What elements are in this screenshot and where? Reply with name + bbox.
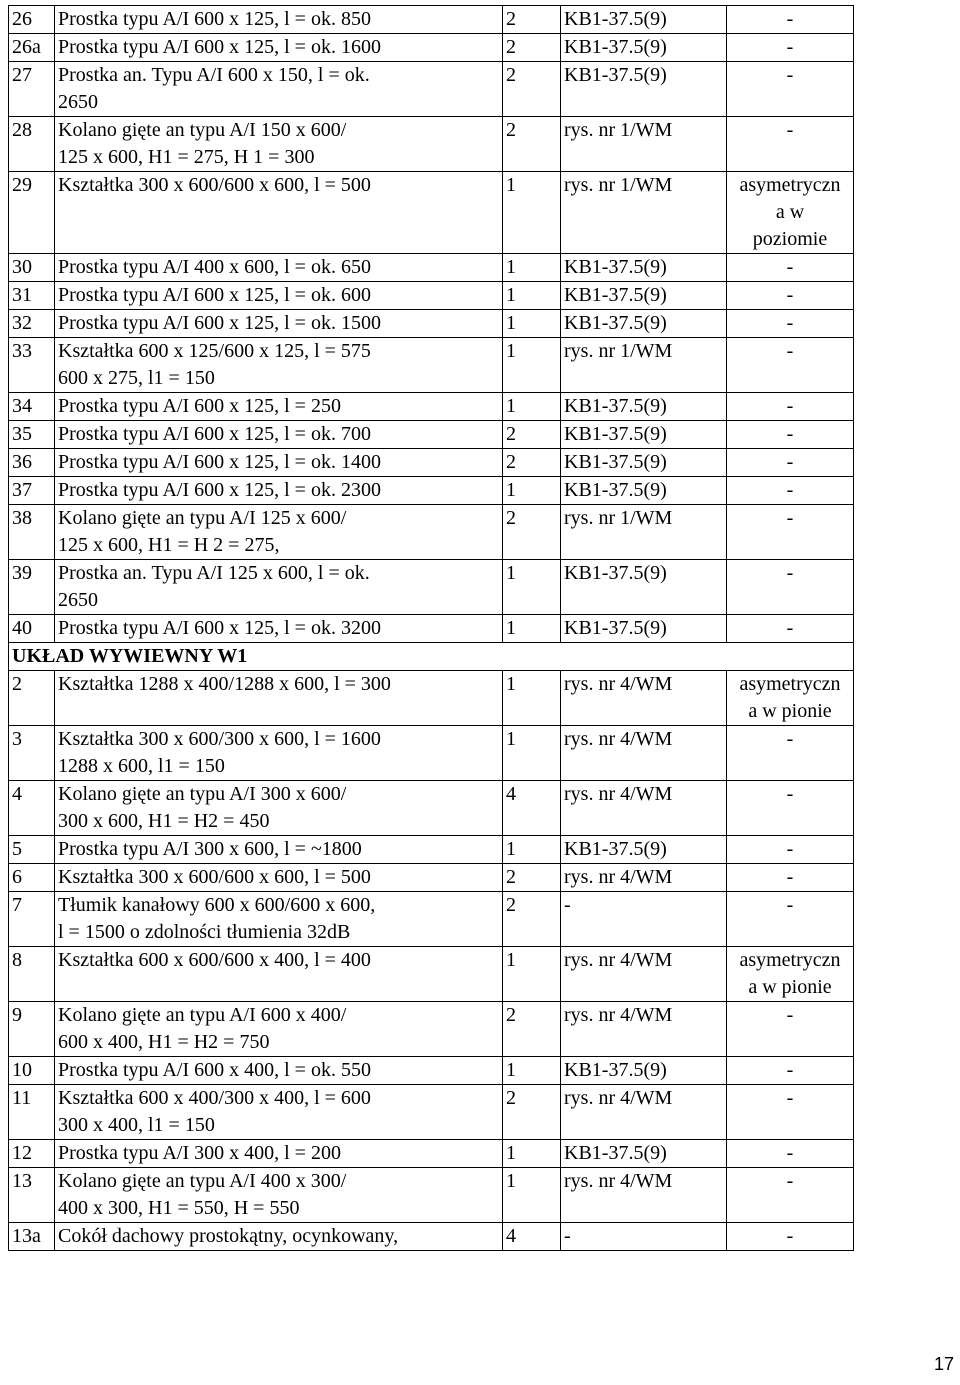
reference-cell: KB1-37.5(9)	[561, 282, 727, 310]
item-number-cell: 33	[9, 338, 55, 393]
quantity-cell: 1	[503, 836, 561, 864]
remarks-cell	[727, 62, 854, 117]
remarks-line: -	[786, 562, 794, 584]
quantity-cell: 2	[503, 6, 561, 34]
table-row	[9, 615, 854, 643]
description-line: 125 x 600, H1 = 275, H 1 = 300	[58, 146, 315, 168]
description-cell	[55, 671, 503, 726]
description-cell	[55, 310, 503, 338]
description-line: Kształtka 300 x 600/300 x 600, l = 1600	[58, 728, 381, 750]
reference-cell: rys. nr 4/WM	[561, 1085, 727, 1140]
remarks-line: -	[786, 1170, 794, 1192]
remarks-line: -	[786, 451, 794, 473]
remarks-line: -	[786, 1059, 794, 1081]
remarks-line: -	[786, 1142, 794, 1164]
item-number-cell: 35	[9, 421, 55, 449]
reference-cell: KB1-37.5(9)	[561, 1140, 727, 1168]
remarks-cell	[727, 6, 854, 34]
remarks-line: -	[786, 256, 794, 278]
description-cell	[55, 1140, 503, 1168]
description-line: Kolano gięte an typu A/I 150 x 600/	[58, 119, 347, 141]
specification-table	[8, 5, 854, 1251]
remarks-line: -	[786, 894, 794, 916]
quantity-cell: 2	[503, 62, 561, 117]
quantity-cell: 1	[503, 1057, 561, 1085]
quantity-cell: 1	[503, 172, 561, 254]
item-number-cell: 6	[9, 864, 55, 892]
table-row	[9, 449, 854, 477]
table-row	[9, 1140, 854, 1168]
remarks-line: -	[786, 1004, 794, 1026]
item-number-cell: 34	[9, 393, 55, 421]
reference-cell: KB1-37.5(9)	[561, 560, 727, 615]
reference-cell: KB1-37.5(9)	[561, 1057, 727, 1085]
description-line: Prostka typu A/I 600 x 125, l = 250	[58, 395, 341, 417]
remarks-line: -	[786, 1225, 794, 1247]
page-number: 17	[933, 1354, 954, 1374]
quantity-cell: 1	[503, 560, 561, 615]
item-number-cell: 36	[9, 449, 55, 477]
remarks-line: a w pionie	[748, 976, 832, 998]
description-cell	[55, 34, 503, 62]
item-number-cell: 39	[9, 560, 55, 615]
description-cell	[55, 1002, 503, 1057]
description-line: Kształtka 600 x 600/600 x 400, l = 400	[58, 949, 371, 971]
description-cell	[55, 892, 503, 947]
quantity-cell: 1	[503, 393, 561, 421]
remarks-cell	[727, 560, 854, 615]
reference-cell: rys. nr 1/WM	[561, 505, 727, 560]
remarks-cell	[727, 892, 854, 947]
item-number-cell: 8	[9, 947, 55, 1002]
description-cell	[55, 338, 503, 393]
description-line: Prostka typu A/I 300 x 400, l = 200	[58, 1142, 341, 1164]
description-cell	[55, 1057, 503, 1085]
remarks-cell	[727, 310, 854, 338]
item-number-cell: 4	[9, 781, 55, 836]
description-line: Prostka typu A/I 600 x 125, l = ok. 1600	[58, 36, 381, 58]
remarks-cell	[727, 781, 854, 836]
remarks-cell	[727, 117, 854, 172]
table-row	[9, 6, 854, 34]
description-cell	[55, 421, 503, 449]
description-line: Tłumik kanałowy 600 x 600/600 x 600,	[58, 894, 376, 916]
reference-cell: rys. nr 4/WM	[561, 1168, 727, 1223]
item-number-cell: 32	[9, 310, 55, 338]
table-row	[9, 726, 854, 781]
reference-cell: KB1-37.5(9)	[561, 62, 727, 117]
description-line: Kolano gięte an typu A/I 125 x 600/	[58, 507, 347, 529]
description-cell	[55, 947, 503, 1002]
description-cell	[55, 1168, 503, 1223]
description-line: Prostka typu A/I 600 x 125, l = ok. 850	[58, 8, 371, 30]
item-number-cell: 40	[9, 615, 55, 643]
remarks-cell	[727, 1057, 854, 1085]
remarks-line: -	[786, 64, 794, 86]
description-cell	[55, 1085, 503, 1140]
description-line: 1288 x 600, l1 = 150	[58, 755, 225, 777]
reference-cell: KB1-37.5(9)	[561, 477, 727, 505]
description-cell	[55, 560, 503, 615]
remarks-cell	[727, 421, 854, 449]
table-row	[9, 671, 854, 726]
quantity-cell: 2	[503, 117, 561, 172]
remarks-line: -	[786, 8, 794, 30]
description-cell	[55, 864, 503, 892]
item-number-cell: 37	[9, 477, 55, 505]
table-row	[9, 310, 854, 338]
remarks-cell	[727, 505, 854, 560]
description-line: 600 x 400, H1 = H2 = 750	[58, 1031, 270, 1053]
description-line: Kształtka 300 x 600/600 x 600, l = 500	[58, 866, 371, 888]
description-line: Kolano gięte an typu A/I 600 x 400/	[58, 1004, 347, 1026]
remarks-line: asymetryczn	[739, 673, 841, 695]
quantity-cell: 1	[503, 671, 561, 726]
description-cell	[55, 393, 503, 421]
reference-cell: KB1-37.5(9)	[561, 393, 727, 421]
table-row	[9, 338, 854, 393]
remarks-cell	[727, 172, 854, 254]
description-line: Prostka typu A/I 400 x 600, l = ok. 650	[58, 256, 371, 278]
reference-cell: KB1-37.5(9)	[561, 615, 727, 643]
quantity-cell: 2	[503, 505, 561, 560]
description-cell	[55, 836, 503, 864]
table-row	[9, 892, 854, 947]
description-cell	[55, 282, 503, 310]
description-line: 300 x 600, H1 = H2 = 450	[58, 810, 270, 832]
item-number-cell: 26a	[9, 34, 55, 62]
table-row	[9, 172, 854, 254]
remarks-cell	[727, 615, 854, 643]
table-row	[9, 62, 854, 117]
table-row	[9, 421, 854, 449]
quantity-cell: 4	[503, 1223, 561, 1251]
table-row	[9, 34, 854, 62]
table-row	[9, 477, 854, 505]
table-row	[9, 1085, 854, 1140]
quantity-cell: 1	[503, 947, 561, 1002]
description-line: Prostka an. Typu A/I 125 x 600, l = ok.	[58, 562, 370, 584]
table-row	[9, 781, 854, 836]
item-number-cell: 13	[9, 1168, 55, 1223]
quantity-cell: 1	[503, 254, 561, 282]
item-number-cell: 12	[9, 1140, 55, 1168]
remarks-line: -	[786, 1087, 794, 1109]
quantity-cell: 1	[503, 282, 561, 310]
remarks-line: -	[786, 312, 794, 334]
description-line: Cokół dachowy prostokątny, ocynkowany,	[58, 1225, 399, 1247]
remarks-line: asymetryczn	[739, 174, 841, 196]
item-number-cell: 9	[9, 1002, 55, 1057]
remarks-cell	[727, 1168, 854, 1223]
description-cell	[55, 6, 503, 34]
remarks-line: poziomie	[752, 228, 828, 250]
reference-cell: rys. nr 1/WM	[561, 172, 727, 254]
table-row	[9, 1002, 854, 1057]
reference-cell: KB1-37.5(9)	[561, 310, 727, 338]
description-cell	[55, 726, 503, 781]
reference-cell: rys. nr 4/WM	[561, 781, 727, 836]
remarks-cell	[727, 1085, 854, 1140]
remarks-cell	[727, 726, 854, 781]
description-cell	[55, 172, 503, 254]
item-number-cell: 5	[9, 836, 55, 864]
table-row	[9, 282, 854, 310]
remarks-cell	[727, 477, 854, 505]
description-cell	[55, 615, 503, 643]
remarks-line: -	[786, 423, 794, 445]
table-row	[9, 560, 854, 615]
remarks-line: -	[786, 783, 794, 805]
description-line: Prostka typu A/I 600 x 125, l = ok. 600	[58, 284, 371, 306]
reference-cell: KB1-37.5(9)	[561, 421, 727, 449]
item-number-cell: 26	[9, 6, 55, 34]
reference-cell: KB1-37.5(9)	[561, 449, 727, 477]
table-row	[9, 117, 854, 172]
remarks-cell	[727, 947, 854, 1002]
remarks-cell	[727, 1140, 854, 1168]
description-cell	[55, 117, 503, 172]
remarks-cell	[727, 864, 854, 892]
description-line: Prostka typu A/I 600 x 400, l = ok. 550	[58, 1059, 371, 1081]
description-line: Kształtka 1288 x 400/1288 x 600, l = 300	[58, 673, 391, 695]
remarks-line: -	[786, 119, 794, 141]
remarks-cell	[727, 449, 854, 477]
reference-cell: -	[561, 1223, 727, 1251]
item-number-cell: 10	[9, 1057, 55, 1085]
table-row	[9, 505, 854, 560]
specification-table-body	[9, 6, 854, 1251]
remarks-line: a w pionie	[748, 700, 832, 722]
quantity-cell: 2	[503, 1002, 561, 1057]
description-line: Prostka typu A/I 300 x 600, l = ~1800	[58, 838, 362, 860]
remarks-line: -	[786, 617, 794, 639]
table-row	[9, 254, 854, 282]
description-line: Prostka typu A/I 600 x 125, l = ok. 700	[58, 423, 371, 445]
remarks-cell	[727, 671, 854, 726]
item-number-cell: 7	[9, 892, 55, 947]
item-number-cell: 31	[9, 282, 55, 310]
reference-cell: KB1-37.5(9)	[561, 836, 727, 864]
quantity-cell: 1	[503, 726, 561, 781]
table-row	[9, 864, 854, 892]
remarks-cell	[727, 34, 854, 62]
description-line: l = 1500 o zdolności tłumienia 32dB	[58, 921, 351, 943]
item-number-cell: 3	[9, 726, 55, 781]
item-number-cell: 11	[9, 1085, 55, 1140]
quantity-cell: 2	[503, 449, 561, 477]
description-line: Prostka an. Typu A/I 600 x 150, l = ok.	[58, 64, 370, 86]
description-cell	[55, 1223, 503, 1251]
description-line: 400 x 300, H1 = 550, H = 550	[58, 1197, 300, 1219]
description-line: 2650	[58, 589, 98, 611]
description-cell	[55, 781, 503, 836]
reference-cell: -	[561, 892, 727, 947]
quantity-cell: 1	[503, 310, 561, 338]
remarks-line: -	[786, 284, 794, 306]
quantity-cell: 2	[503, 864, 561, 892]
reference-cell: rys. nr 4/WM	[561, 947, 727, 1002]
remarks-line: -	[786, 36, 794, 58]
table-row	[9, 947, 854, 1002]
quantity-cell: 1	[503, 338, 561, 393]
remarks-line: -	[786, 507, 794, 529]
remarks-line: -	[786, 728, 794, 750]
description-line: 2650	[58, 91, 98, 113]
table-row	[9, 1168, 854, 1223]
quantity-cell: 2	[503, 421, 561, 449]
description-cell	[55, 62, 503, 117]
quantity-cell: 1	[503, 615, 561, 643]
description-line: Prostka typu A/I 600 x 125, l = ok. 1400	[58, 451, 381, 473]
remarks-line: -	[786, 479, 794, 501]
remarks-cell	[727, 836, 854, 864]
description-line: Kolano gięte an typu A/I 300 x 600/	[58, 783, 347, 805]
reference-cell: rys. nr 4/WM	[561, 1002, 727, 1057]
item-number-cell: 13a	[9, 1223, 55, 1251]
section-header-row	[9, 643, 854, 671]
remarks-line: -	[786, 395, 794, 417]
remarks-cell	[727, 282, 854, 310]
reference-cell: rys. nr 1/WM	[561, 338, 727, 393]
remarks-cell	[727, 393, 854, 421]
quantity-cell: 1	[503, 1168, 561, 1223]
description-line: Prostka typu A/I 600 x 125, l = ok. 1500	[58, 312, 381, 334]
remarks-cell	[727, 338, 854, 393]
table-row	[9, 1057, 854, 1085]
description-cell	[55, 505, 503, 560]
description-line: 300 x 400, l1 = 150	[58, 1114, 215, 1136]
remarks-cell	[727, 1002, 854, 1057]
description-line: 600 x 275, l1 = 150	[58, 367, 215, 389]
description-line: 125 x 600, H1 = H 2 = 275,	[58, 534, 280, 556]
remarks-line: -	[786, 838, 794, 860]
description-line: Prostka typu A/I 600 x 125, l = ok. 2300	[58, 479, 381, 501]
remarks-line: -	[786, 866, 794, 888]
remarks-cell	[727, 1223, 854, 1251]
table-row	[9, 836, 854, 864]
reference-cell: rys. nr 4/WM	[561, 726, 727, 781]
reference-cell: KB1-37.5(9)	[561, 6, 727, 34]
description-cell	[55, 254, 503, 282]
quantity-cell: 2	[503, 892, 561, 947]
remarks-line: -	[786, 340, 794, 362]
description-line: Kolano gięte an typu A/I 400 x 300/	[58, 1170, 347, 1192]
item-number-cell: 30	[9, 254, 55, 282]
section-title: UKŁAD WYWIEWNY W1	[9, 643, 854, 671]
item-number-cell: 28	[9, 117, 55, 172]
quantity-cell: 1	[503, 1140, 561, 1168]
item-number-cell: 27	[9, 62, 55, 117]
description-cell	[55, 449, 503, 477]
reference-cell: rys. nr 1/WM	[561, 117, 727, 172]
quantity-cell: 1	[503, 477, 561, 505]
item-number-cell: 2	[9, 671, 55, 726]
table-row	[9, 1223, 854, 1251]
reference-cell: rys. nr 4/WM	[561, 864, 727, 892]
remarks-line: a w	[775, 201, 805, 223]
quantity-cell: 2	[503, 34, 561, 62]
remarks-cell	[727, 254, 854, 282]
reference-cell: KB1-37.5(9)	[561, 34, 727, 62]
description-line: Kształtka 600 x 400/300 x 400, l = 600	[58, 1087, 371, 1109]
item-number-cell: 38	[9, 505, 55, 560]
quantity-cell: 4	[503, 781, 561, 836]
quantity-cell: 2	[503, 1085, 561, 1140]
description-cell	[55, 477, 503, 505]
description-line: Kształtka 300 x 600/600 x 600, l = 500	[58, 174, 371, 196]
description-line: Kształtka 600 x 125/600 x 125, l = 575	[58, 340, 371, 362]
reference-cell: KB1-37.5(9)	[561, 254, 727, 282]
description-line: Prostka typu A/I 600 x 125, l = ok. 3200	[58, 617, 381, 639]
table-row	[9, 393, 854, 421]
item-number-cell: 29	[9, 172, 55, 254]
reference-cell: rys. nr 4/WM	[561, 671, 727, 726]
remarks-line: asymetryczn	[739, 949, 841, 971]
